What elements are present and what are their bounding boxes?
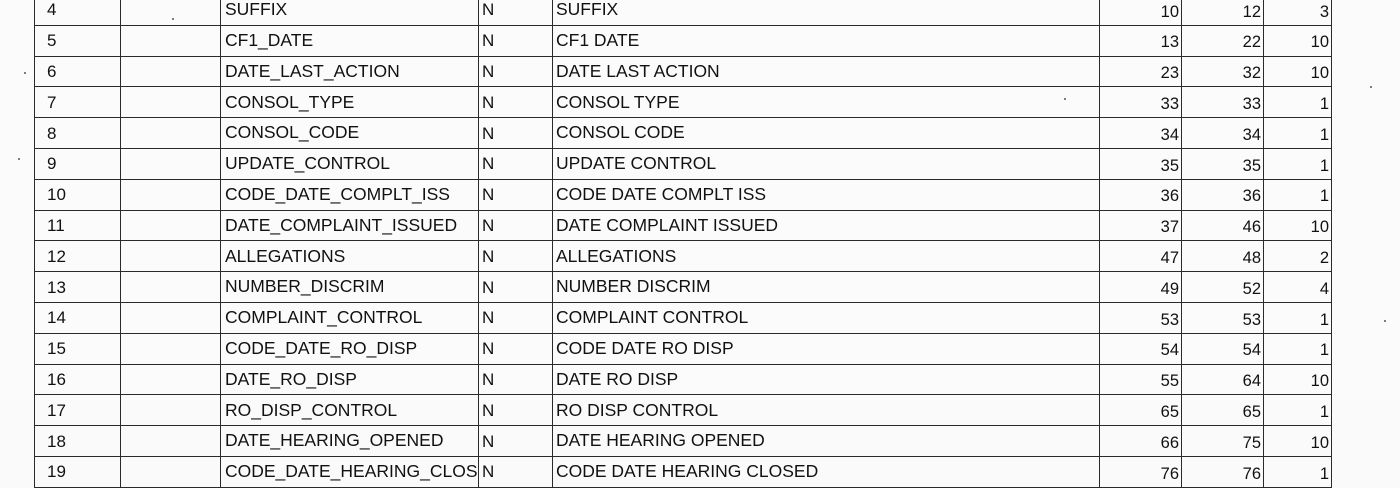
scan-speck <box>18 158 20 160</box>
scan-speck <box>1064 98 1066 100</box>
field-name-cell: CF1_DATE <box>221 25 479 56</box>
row-number-cell: 4 <box>35 0 121 25</box>
description-cell: COMPLAINT CONTROL <box>553 302 1100 333</box>
flag-cell: N <box>479 364 553 395</box>
start-position-cell: 65 <box>1100 395 1182 426</box>
flag-cell: N <box>479 302 553 333</box>
empty-cell <box>121 0 221 25</box>
length-cell: 1 <box>1264 87 1332 118</box>
start-position-cell: 36 <box>1100 179 1182 210</box>
flag-cell: N <box>479 210 553 241</box>
table-row <box>35 364 1332 395</box>
end-position-cell: 65 <box>1182 395 1264 426</box>
row-number-cell: 7 <box>35 87 121 118</box>
start-position-cell: 76 <box>1100 456 1182 487</box>
end-position-cell: 22 <box>1182 25 1264 56</box>
description-cell: UPDATE CONTROL <box>553 148 1100 179</box>
empty-cell <box>121 364 221 395</box>
field-name-cell: DATE_COMPLAINT_ISSUED <box>221 210 479 241</box>
empty-cell <box>121 87 221 118</box>
scan-speck <box>172 18 174 20</box>
description-cell: NUMBER DISCRIM <box>553 272 1100 303</box>
start-position-cell: 10 <box>1100 0 1182 25</box>
row-number-cell: 10 <box>35 179 121 210</box>
start-position-cell: 49 <box>1100 272 1182 303</box>
description-cell: CODE DATE COMPLT ISS <box>553 179 1100 210</box>
description-cell: DATE HEARING OPENED <box>553 426 1100 457</box>
table-row <box>35 456 1332 487</box>
row-number-cell: 12 <box>35 241 121 272</box>
field-name-cell: CODE_DATE_RO_DISP <box>221 333 479 364</box>
flag-cell: N <box>479 395 553 426</box>
field-layout-table <box>34 0 1332 488</box>
start-position-cell: 54 <box>1100 333 1182 364</box>
table-row <box>35 25 1332 56</box>
table-row <box>35 0 1332 25</box>
start-position-cell: 35 <box>1100 148 1182 179</box>
length-cell: 1 <box>1264 118 1332 149</box>
description-cell: CONSOL TYPE <box>553 87 1100 118</box>
length-cell: 10 <box>1264 364 1332 395</box>
scan-speck <box>24 72 26 74</box>
empty-cell <box>121 148 221 179</box>
empty-cell <box>121 333 221 364</box>
end-position-cell: 52 <box>1182 272 1264 303</box>
table-row <box>35 426 1332 457</box>
table-row <box>35 333 1332 364</box>
row-number-cell: 11 <box>35 210 121 241</box>
table-row <box>35 395 1332 426</box>
end-position-cell: 32 <box>1182 56 1264 87</box>
row-number-cell: 13 <box>35 272 121 303</box>
description-cell: CODE DATE HEARING CLOSED <box>553 456 1100 487</box>
empty-cell <box>121 241 221 272</box>
length-cell: 1 <box>1264 148 1332 179</box>
field-name-cell: DATE_RO_DISP <box>221 364 479 395</box>
flag-cell: N <box>479 56 553 87</box>
flag-cell: N <box>479 456 553 487</box>
field-name-cell: ALLEGATIONS <box>221 241 479 272</box>
empty-cell <box>121 426 221 457</box>
length-cell: 10 <box>1264 426 1332 457</box>
row-number-cell: 17 <box>35 395 121 426</box>
row-number-cell: 19 <box>35 456 121 487</box>
description-cell: CF1 DATE <box>553 25 1100 56</box>
table-row <box>35 118 1332 149</box>
field-name-cell: DATE_HEARING_OPENED <box>221 426 479 457</box>
length-cell: 10 <box>1264 56 1332 87</box>
length-cell: 1 <box>1264 456 1332 487</box>
length-cell: 1 <box>1264 395 1332 426</box>
field-name-cell: COMPLAINT_CONTROL <box>221 302 479 333</box>
end-position-cell: 35 <box>1182 148 1264 179</box>
table-row <box>35 56 1332 87</box>
scan-speck <box>1384 320 1386 322</box>
field-name-cell: SUFFIX <box>221 0 479 25</box>
row-number-cell: 14 <box>35 302 121 333</box>
table-row <box>35 210 1332 241</box>
end-position-cell: 76 <box>1182 456 1264 487</box>
empty-cell <box>121 179 221 210</box>
start-position-cell: 47 <box>1100 241 1182 272</box>
start-position-cell: 66 <box>1100 426 1182 457</box>
flag-cell: N <box>479 25 553 56</box>
field-name-cell: CODE_DATE_COMPLT_ISS <box>221 179 479 210</box>
row-number-cell: 6 <box>35 56 121 87</box>
end-position-cell: 36 <box>1182 179 1264 210</box>
field-name-cell: CONSOL_TYPE <box>221 87 479 118</box>
end-position-cell: 46 <box>1182 210 1264 241</box>
end-position-cell: 34 <box>1182 118 1264 149</box>
empty-cell <box>121 25 221 56</box>
field-name-cell: RO_DISP_CONTROL <box>221 395 479 426</box>
flag-cell: N <box>479 87 553 118</box>
length-cell: 1 <box>1264 302 1332 333</box>
flag-cell: N <box>479 148 553 179</box>
flag-cell: N <box>479 272 553 303</box>
description-cell: ALLEGATIONS <box>553 241 1100 272</box>
field-name-cell: CODE_DATE_HEARING_CLOS <box>221 456 479 487</box>
table-row <box>35 87 1332 118</box>
empty-cell <box>121 302 221 333</box>
end-position-cell: 54 <box>1182 333 1264 364</box>
description-cell: DATE COMPLAINT ISSUED <box>553 210 1100 241</box>
end-position-cell: 12 <box>1182 0 1264 25</box>
description-cell: CODE DATE RO DISP <box>553 333 1100 364</box>
row-number-cell: 8 <box>35 118 121 149</box>
start-position-cell: 34 <box>1100 118 1182 149</box>
empty-cell <box>121 272 221 303</box>
description-cell: DATE LAST ACTION <box>553 56 1100 87</box>
flag-cell: N <box>479 333 553 364</box>
row-number-cell: 18 <box>35 426 121 457</box>
length-cell: 1 <box>1264 333 1332 364</box>
length-cell: 2 <box>1264 241 1332 272</box>
start-position-cell: 53 <box>1100 302 1182 333</box>
scan-speck <box>1370 86 1372 88</box>
start-position-cell: 23 <box>1100 56 1182 87</box>
empty-cell <box>121 210 221 241</box>
empty-cell <box>121 118 221 149</box>
table-row <box>35 272 1332 303</box>
description-cell: DATE RO DISP <box>553 364 1100 395</box>
length-cell: 10 <box>1264 25 1332 56</box>
flag-cell: N <box>479 118 553 149</box>
table-row <box>35 241 1332 272</box>
start-position-cell: 13 <box>1100 25 1182 56</box>
row-number-cell: 5 <box>35 25 121 56</box>
description-cell: CONSOL CODE <box>553 118 1100 149</box>
field-name-cell: DATE_LAST_ACTION <box>221 56 479 87</box>
row-number-cell: 15 <box>35 333 121 364</box>
table-row <box>35 148 1332 179</box>
field-name-cell: NUMBER_DISCRIM <box>221 272 479 303</box>
table-row <box>35 302 1332 333</box>
field-name-cell: UPDATE_CONTROL <box>221 148 479 179</box>
end-position-cell: 33 <box>1182 87 1264 118</box>
row-number-cell: 9 <box>35 148 121 179</box>
flag-cell: N <box>479 426 553 457</box>
length-cell: 4 <box>1264 272 1332 303</box>
start-position-cell: 37 <box>1100 210 1182 241</box>
empty-cell <box>121 456 221 487</box>
end-position-cell: 75 <box>1182 426 1264 457</box>
end-position-cell: 48 <box>1182 241 1264 272</box>
empty-cell <box>121 395 221 426</box>
table-row <box>35 179 1332 210</box>
field-name-cell: CONSOL_CODE <box>221 118 479 149</box>
flag-cell: N <box>479 0 553 25</box>
flag-cell: N <box>479 241 553 272</box>
flag-cell: N <box>479 179 553 210</box>
description-cell: SUFFIX <box>553 0 1100 25</box>
length-cell: 10 <box>1264 210 1332 241</box>
length-cell: 3 <box>1264 0 1332 25</box>
empty-cell <box>121 56 221 87</box>
end-position-cell: 64 <box>1182 364 1264 395</box>
length-cell: 1 <box>1264 179 1332 210</box>
start-position-cell: 55 <box>1100 364 1182 395</box>
row-number-cell: 16 <box>35 364 121 395</box>
start-position-cell: 33 <box>1100 87 1182 118</box>
description-cell: RO DISP CONTROL <box>553 395 1100 426</box>
end-position-cell: 53 <box>1182 302 1264 333</box>
table-body <box>35 0 1332 487</box>
